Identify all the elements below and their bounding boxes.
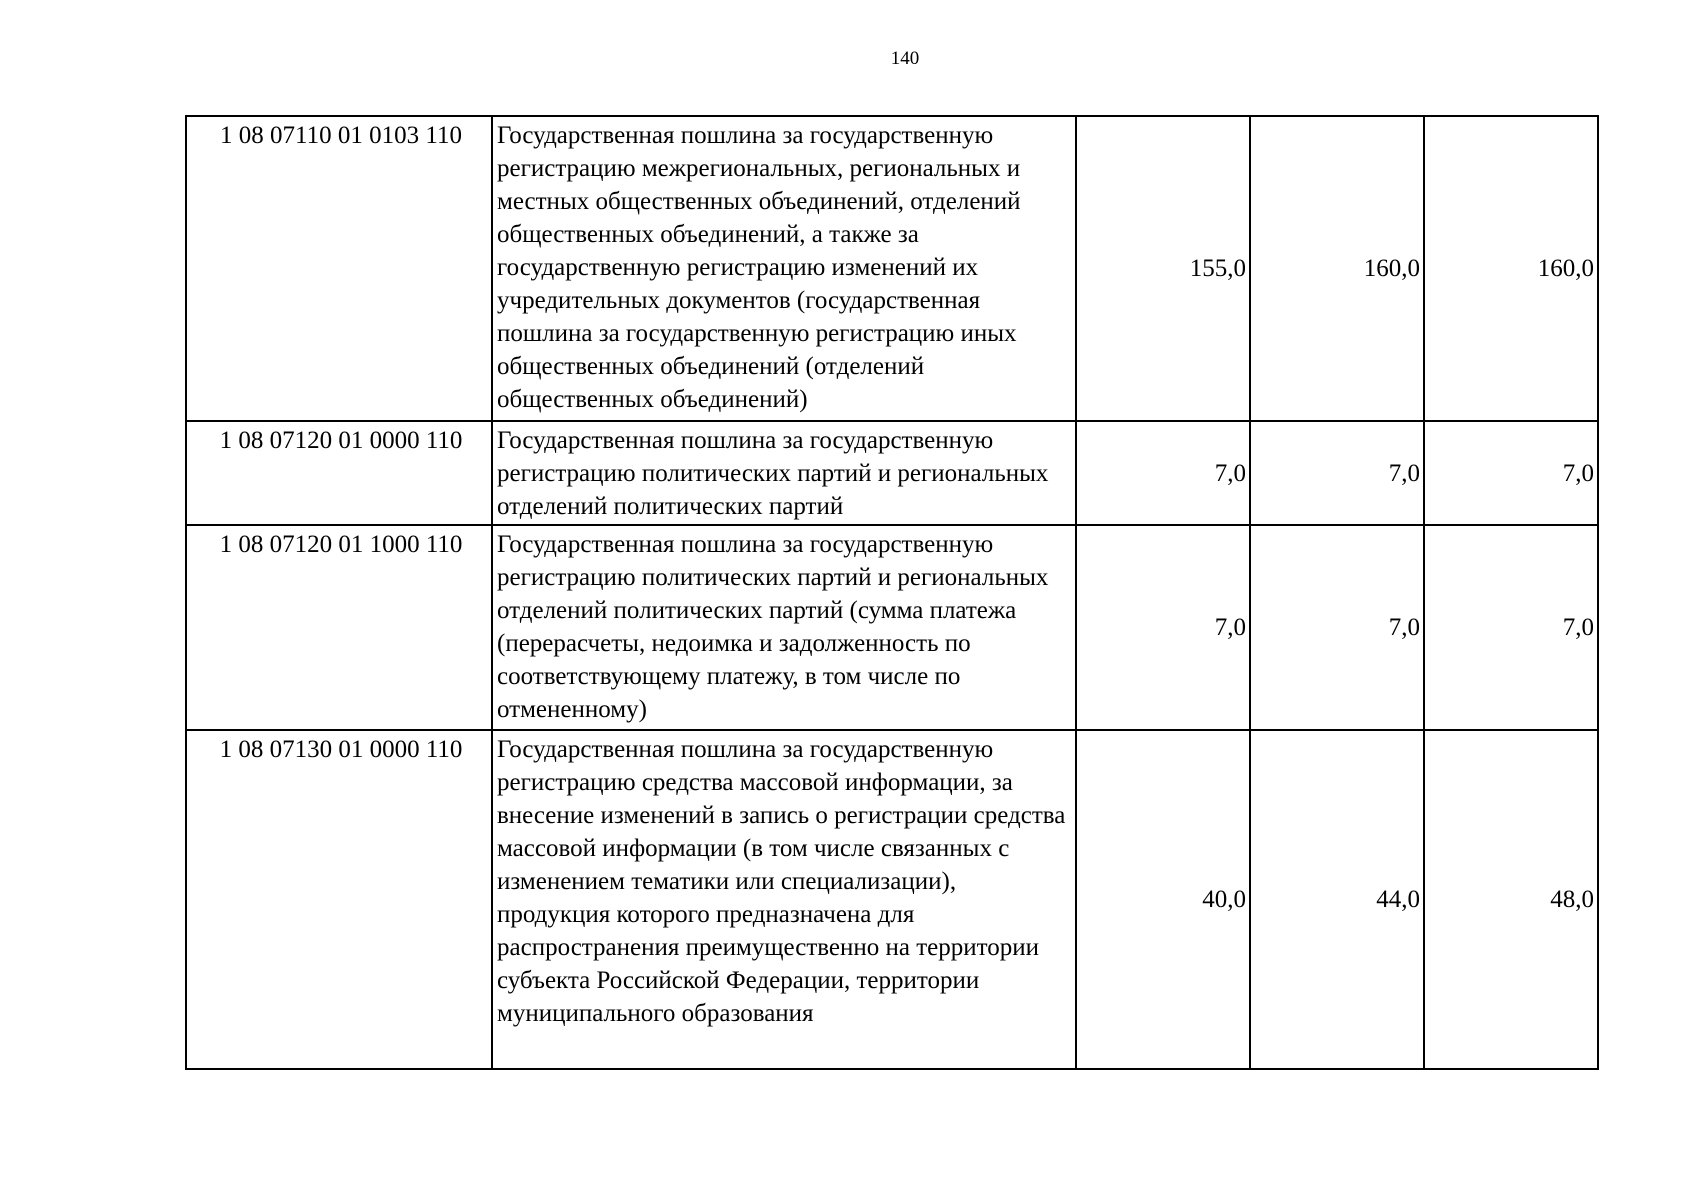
value-cell-year-3: 7,0 bbox=[1424, 525, 1598, 730]
budget-code-cell: 1 08 07120 01 0000 110 bbox=[186, 421, 492, 525]
budget-code-cell: 1 08 07110 01 0103 110 bbox=[186, 116, 492, 421]
budget-code-cell: 1 08 07130 01 0000 110 bbox=[186, 730, 492, 1069]
budget-code-cell: 1 08 07120 01 1000 110 bbox=[186, 525, 492, 730]
value-cell-year-2: 7,0 bbox=[1250, 421, 1424, 525]
value-cell-year-1: 155,0 bbox=[1076, 116, 1250, 421]
value-cell-year-2: 7,0 bbox=[1250, 525, 1424, 730]
page-number: 140 bbox=[890, 48, 920, 69]
value-cell-year-1: 7,0 bbox=[1076, 421, 1250, 525]
description-cell: Государственная пошлина за государственную регистрацию политических партий и региональных отделений политических партий bbox=[492, 421, 1076, 525]
table-row bbox=[186, 730, 1598, 1069]
value-cell-year-2: 44,0 bbox=[1250, 730, 1424, 1069]
description-cell: Государственная пошлина за государственную регистрацию межрегиональных, региональных и местных общественных объединений, отделений общественных объединений, а также за государственную регистрацию изменений их учредительных документов (государственная пошлина за государственную регистрацию иных общественных объединений (отделений общественных объединений) bbox=[492, 116, 1076, 421]
description-cell: Государственная пошлина за государственную регистрацию средства массовой информации, за внесение изменений в запись о регистрации средства массовой информации (в том числе связанных с изменением тематики или специализации), продукция которого предназначена для распространения преимущественно на территории субъекта Российской Федерации, территории муниципального образования bbox=[492, 730, 1076, 1069]
table-row bbox=[186, 116, 1598, 421]
value-cell-year-3: 160,0 bbox=[1424, 116, 1598, 421]
budget-revenue-table bbox=[185, 115, 1599, 1070]
value-cell-year-1: 7,0 bbox=[1076, 525, 1250, 730]
value-cell-year-1: 40,0 bbox=[1076, 730, 1250, 1069]
table-row bbox=[186, 525, 1598, 730]
table-row bbox=[186, 421, 1598, 525]
value-cell-year-3: 48,0 bbox=[1424, 730, 1598, 1069]
value-cell-year-3: 7,0 bbox=[1424, 421, 1598, 525]
description-cell: Государственная пошлина за государственную регистрацию политических партий и региональных отделений политических партий (сумма платежа (перерасчеты, недоимка и задолженность по соответствующему платежу, в том числе по отмененному) bbox=[492, 525, 1076, 730]
value-cell-year-2: 160,0 bbox=[1250, 116, 1424, 421]
